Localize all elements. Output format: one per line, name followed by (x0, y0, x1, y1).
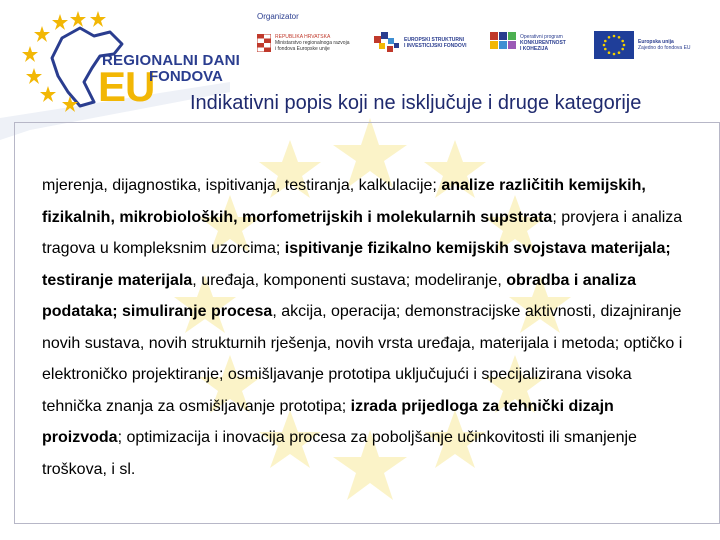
ministry-text-line: Ministarstvo regionalnoga razvoja (275, 40, 350, 46)
op-kik-text-line: I KOHEZIJA (520, 46, 549, 52)
paragraph-segment-bold: ispitivanje fizikalno kemijskih svojstava materijala; testiranje materijala (42, 240, 671, 289)
logo-star (40, 86, 56, 102)
paragraph-segment: , uređaja, komponenti sustava; modeliranje, (192, 271, 507, 289)
paragraph-segment: , akcija, operacija; demonstracijske aktivnosti, dizajniranje novih sustava, novih strukturnih rješenja, novih vrsta uređaja, materijala i metoda; optičko i elektroničko projektiranje; osmišljavanje prototipa uključujući i specijalizirana visoka tehnička znanja za osmišljavanje prototipa; (42, 303, 683, 415)
ministry-text-line: i fondova Europske unije (275, 46, 330, 52)
op-kik-squares-icon (490, 32, 516, 54)
paragraph-segment: ; optimizacija i inovacija procesa za poboljšanje učinkovitosti ili smanjenje troškova, i sl. (42, 429, 637, 478)
eu-text-line: Zajedno do fondova EU (638, 45, 691, 51)
eu-text-line: Europska unija (638, 39, 674, 45)
eu-flag-logo (594, 31, 691, 59)
ministry-text-line: REPUBLIKA HRVATSKA (275, 34, 331, 40)
esif-text-line: EUROPSKI STRUKTURNI (404, 37, 465, 43)
op-kik-text-line: KONKURENTNOST (520, 40, 566, 46)
op-kik-logo (490, 32, 566, 54)
paragraph-segment-bold: obradba i analiza podataka; simuliranje procesa (42, 271, 637, 320)
logo-star (26, 68, 42, 84)
op-kik-text-line: Operativni program (520, 34, 563, 40)
logo-star (62, 96, 78, 112)
organizer-label: Organizator (257, 12, 299, 21)
paragraph-segment-bold: analize različitih kemijskih, fizikalnih, mikrobioloških, morfometrijskih i molekularnih supstrata (42, 177, 646, 226)
paragraph-segment: mjerenja, dijagnostika, ispitivanja, testiranja, kalkulacije; (42, 177, 442, 194)
ministry-logo (257, 34, 349, 52)
logo-star (70, 11, 86, 27)
paragraph-segment-bold: izrada prijedloga za tehnički dizajn proizvoda (42, 397, 614, 446)
logo-star (90, 11, 106, 27)
logo-star (52, 14, 68, 30)
esif-mosaic-icon (374, 32, 400, 54)
croatian-coat-of-arms-icon (257, 34, 271, 52)
eu-flag-icon (594, 31, 634, 59)
slide-title: Indikativni popis koji ne isključuje i druge kategorije (190, 92, 642, 114)
esif-logo (374, 32, 467, 54)
esif-text-line: I INVESTICIJSKI FONDOVI (404, 43, 467, 49)
paragraph-segment: ; provjera i analiza tragova u kompleksnim uzorcima; (42, 208, 683, 257)
brand-title-line2: FONDOVA (149, 68, 223, 85)
logo-star (34, 26, 50, 42)
logo-star (22, 46, 38, 62)
brand-title-line1: REGIONALNI DANI (102, 52, 240, 69)
activity-list-paragraph (42, 170, 692, 485)
brand-eu-mark: EU (98, 63, 155, 110)
